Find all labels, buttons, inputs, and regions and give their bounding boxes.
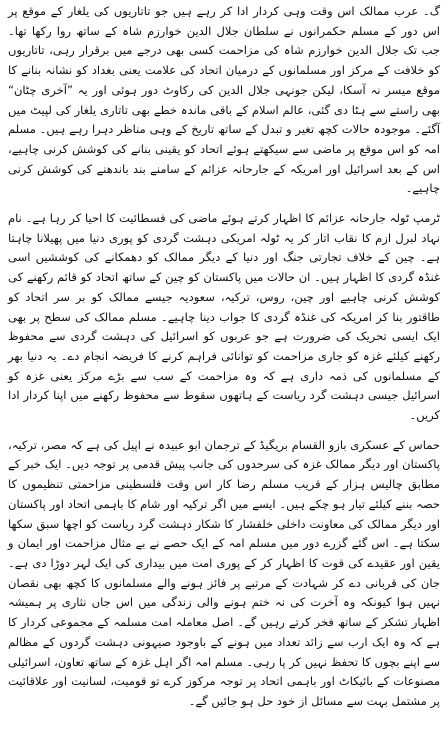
article-paragraph-1: گ۔ عرب ممالک اس وقت وہی کردار ادا کر رہے ہیں جو تاتاریوں کی یلغار کے موقع پر اس دور کے مسلم حکمرانوں نے سلطان جلال الدین خوارزم شاہ کے ساتھ روا رکھا تھا۔ جب تک جلال الدین خوارزم شاہ کی مزاحمت کسی بھی درجے میں برقرار رہی، تاتاریوں کو خلافت کے مرکز اور مسلمانوں کے درمیان اتحاد کی علامت یعنی بغداد کو نشانہ بنانے کا موقع میسر نہ آسکا، لیکن جونہی جلال الدین کی رکاوٹ دور ہوئی اور یہ ”آخری چٹان“ بھی راستے سے ہٹا دی گئی، عالم اسلام کے باقی ماندہ خطے بھی تاتاری یلغار کی لپیٹ میں آگئے۔ موجودہ حالات کچھ تغیر و تبدل کے ساتھ تاریخ کے وہی مناظر دہرا رہے ہیں۔ مسلم امہ کو اس موقع پر ماضی سے سیکھتے ہوئے اتحاد کو یقینی بنانے کی کوشش کرنی چاہیے، اس کے بعد اسرائیل اور امریکہ کے جارحانہ عزائم کے سامنے بند باندھنے کی کوشش کرنی چاہیے۔: [8, 4, 440, 196]
article-paragraph-2: ٹرمپ ٹولہ جارحانہ عزائم کا اظہار کرتے ہوئے ماضی کی فسطائیت کا احیا کر رہا ہے۔ نام نہاد لبرل ازم کا نقاب اتار کر یہ ٹولہ امریکی دہشت گردی کو پوری دنیا میں پھیلانا چاہتا ہے۔ چین کے خلاف تجارتی جنگ اور دنیا کے دیگر ممالک کو دھمکانے کی کوششیں اسی غنڈہ گردی کا اظہار ہیں۔ ان حالات میں پاکستان کو چین کے ساتھ اتحاد کو قائم رکھنے کی کوشش کرنی چاہیے اور چین، روس، ترکیہ، سعودیہ جیسے ممالک کو بر سر اتحاد کو طاقتور بنا کر امریکہ کی غنڈہ گردی کا جواب دینا چاہیے۔ مسلم ممالک کی سطح پر بھی ایک ایسی تحریک کی ضرورت ہے جو عربوں کو اسرائیل کی دہشت گردی سے محفوظ رکھنے کیلئے غزہ کو جاری مزاحمت کو توانائی فراہم کرنے کا فریضہ انجام دے۔ یہ دنیا بھر کے مسلمانوں کی ذمہ داری ہے کہ وہ مزاحمت کے سب سے بڑے مرکز یعنی غزہ کو اسرائیل جیسی دہشت گرد ریاست کے ہاتھوں سقوط سے محفوظ رکھنے میں اپنا کردار ادا کریں۔: [8, 211, 440, 423]
article-paragraph-3: حماس کے عسکری بازو القسام بریگیڈ کے ترجمان ابو عبیدہ نے اپیل کی ہے کہ مصر، ترکیہ، پاکستان اور دیگر ممالک غزہ کی سرحدوں کی جانب پیش قدمی پر توجہ دیں۔ ایک خبر کے مطابق چالیس ہزار کے قریب مسلم رضا کار اس وقت فلسطینی مزاحمتی تنظیموں کا حصہ بننے کیلئے تیار ہو چکے ہیں۔ ایسے میں اگر ترکیہ اور شام کا باہمی اتحاد اور پاکستان اور دیگر ممالک کی معاونت داخلی خلفشار کا شکار دہشت گرد ریاست کو اچھا سبق سکھا سکتا ہے۔ اس گئے گزرے دور میں مسلم امہ کے ایک حصے نے بے مثال مزاحمت اور ایمان و یقین اور عقیدے کی قوت کا اظہار کر کے پوری امت میں بیداری کی ایک لہر دوڑا دی ہے۔ جان کی قربانی دے کر شہادت کے مرتبے پر فائز ہونے والے مسلمانوں کا کچھ بھی نقصان نہیں ہوا کیونکہ وہ آخرت کی نہ ختم ہونے والی زندگی میں اس جاں نثاری پر ہمیشہ اظہار تشکر کے ساتھ فخر کرتے رہیں گے۔ اصل معاملہ امت مسلمہ کے مجموعی کردار کا ہے کہ وہ ایک ارب سے زائد تعداد میں ہونے کے باوجود صیہونی دہشت گردوں کے مظالم سے اپنے بچوں کا تحفظ نہیں کر پا رہی۔ مسلم امہ اگر اہل غزہ کے ساتھ تعاون، اسرائیلی مصنوعات کے بائیکاٹ اور باہمی اتحاد پر توجہ مرکوز کرے تو قومیت، لسانیت اور علاقائیت پر مشتمل بہت سے مسائل از خود حل ہو جائیں گے۔: [8, 437, 440, 708]
